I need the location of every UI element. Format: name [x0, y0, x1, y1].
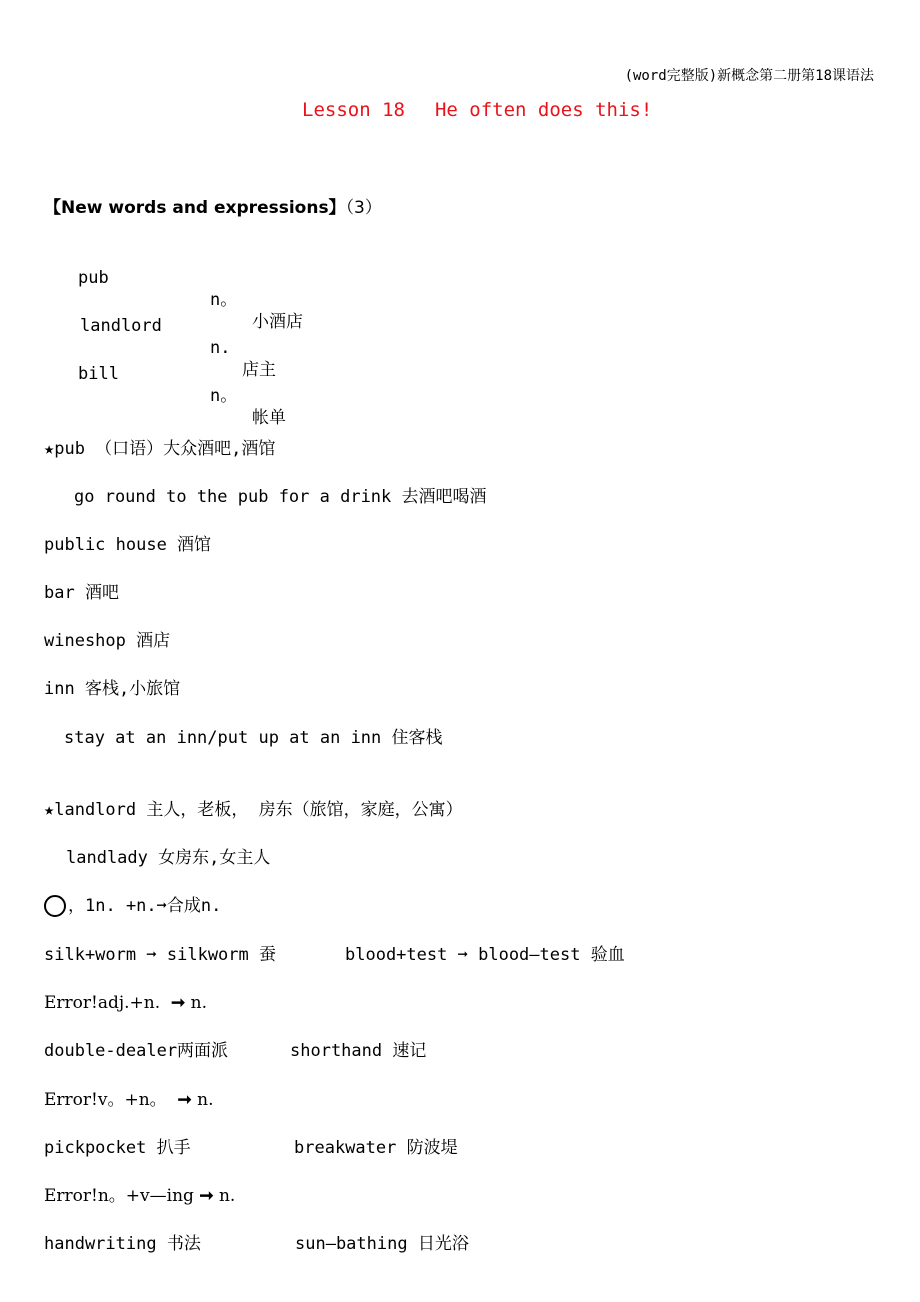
pub-star-entry: ★pub （口语）大众酒吧,酒馆 — [44, 439, 276, 459]
lesson-number: Lesson 18 — [302, 99, 405, 121]
new-words-heading — [44, 197, 382, 219]
lesson-title — [302, 99, 652, 121]
rule-formula: Error!adj.+n. — [44, 993, 161, 1013]
related-term: inn 客栈,小旅馆 — [44, 679, 181, 699]
new-words-heading-label: 【New words and expressions】 — [44, 198, 346, 218]
compound-example-6: breakwater 防波堤 — [294, 1138, 458, 1158]
compound-example-2 — [345, 944, 625, 966]
page-header: (word完整版)新概念第二册第18课语法 — [624, 68, 874, 84]
vocab-pos: n. — [210, 338, 231, 358]
compound-example-3: double-dealer两面派 — [44, 1041, 229, 1061]
compound-rule-1 — [44, 895, 221, 917]
example-source: blood+test — [345, 945, 448, 965]
related-term: public house 酒馆 — [44, 535, 212, 555]
compound-rule-3 — [44, 1089, 213, 1111]
arrow-right-icon: ➞ — [146, 945, 157, 965]
arrow-right-icon: ➞ — [156, 896, 167, 916]
vocab-pos: n。 — [210, 386, 238, 406]
compound-example-5: pickpocket 扒手 — [44, 1138, 191, 1158]
arrow-right-icon: ➞ — [199, 1186, 214, 1206]
landlord-star-entry: ★landlord 主人，老板， 房东（旅馆，家庭，公寓） — [44, 800, 463, 820]
lesson-name: He often does this! — [434, 99, 653, 121]
compound-rule-4 — [44, 1185, 235, 1207]
compound-rule-2 — [44, 992, 207, 1014]
vocab-word: pub — [78, 268, 109, 288]
related-term: bar 酒吧 — [44, 583, 119, 603]
rule-result: n. — [190, 993, 207, 1013]
compound-example-7: handwriting 书法 — [44, 1234, 201, 1254]
arrow-right-icon: ➞ — [177, 1090, 192, 1110]
example-source: silk+worm — [44, 945, 137, 965]
rule-result: n. — [218, 1186, 236, 1206]
example-result: blood—test 验血 — [478, 945, 625, 965]
compound-example-4: shorthand 速记 — [290, 1041, 427, 1061]
rule-result: n. — [197, 1090, 214, 1110]
compound-example-8: sun—bathing 日光浴 — [295, 1234, 469, 1254]
landlady-entry: landlady 女房东,女主人 — [66, 848, 271, 868]
pub-example: go round to the pub for a drink 去酒吧喝酒 — [74, 487, 487, 507]
inn-example: stay at an inn/put up at an inn 住客栈 — [64, 728, 443, 748]
vocab-meaning: 店主 — [242, 360, 276, 380]
rule-formula: Error!n。+v—ing — [44, 1186, 194, 1206]
vocab-pos: n。 — [210, 290, 238, 310]
vocab-meaning: 小酒店 — [252, 312, 303, 332]
rule-formula: ，1n. +n. — [68, 896, 157, 916]
new-words-count: （3） — [345, 198, 382, 218]
vocab-word: bill — [78, 364, 119, 384]
circle-icon — [44, 895, 66, 917]
arrow-right-icon: ➞ — [457, 945, 468, 965]
arrow-right-icon: ➞ — [170, 993, 186, 1013]
example-result: silkworm 蚕 — [166, 945, 276, 965]
vocab-meaning: 帐单 — [252, 408, 286, 428]
related-term: wineshop 酒店 — [44, 631, 171, 651]
rule-formula: Error!v。+n。 — [44, 1090, 167, 1110]
rule-result: 合成n. — [166, 896, 222, 916]
compound-example-1 — [44, 944, 276, 966]
vocab-word: landlord — [80, 316, 162, 336]
